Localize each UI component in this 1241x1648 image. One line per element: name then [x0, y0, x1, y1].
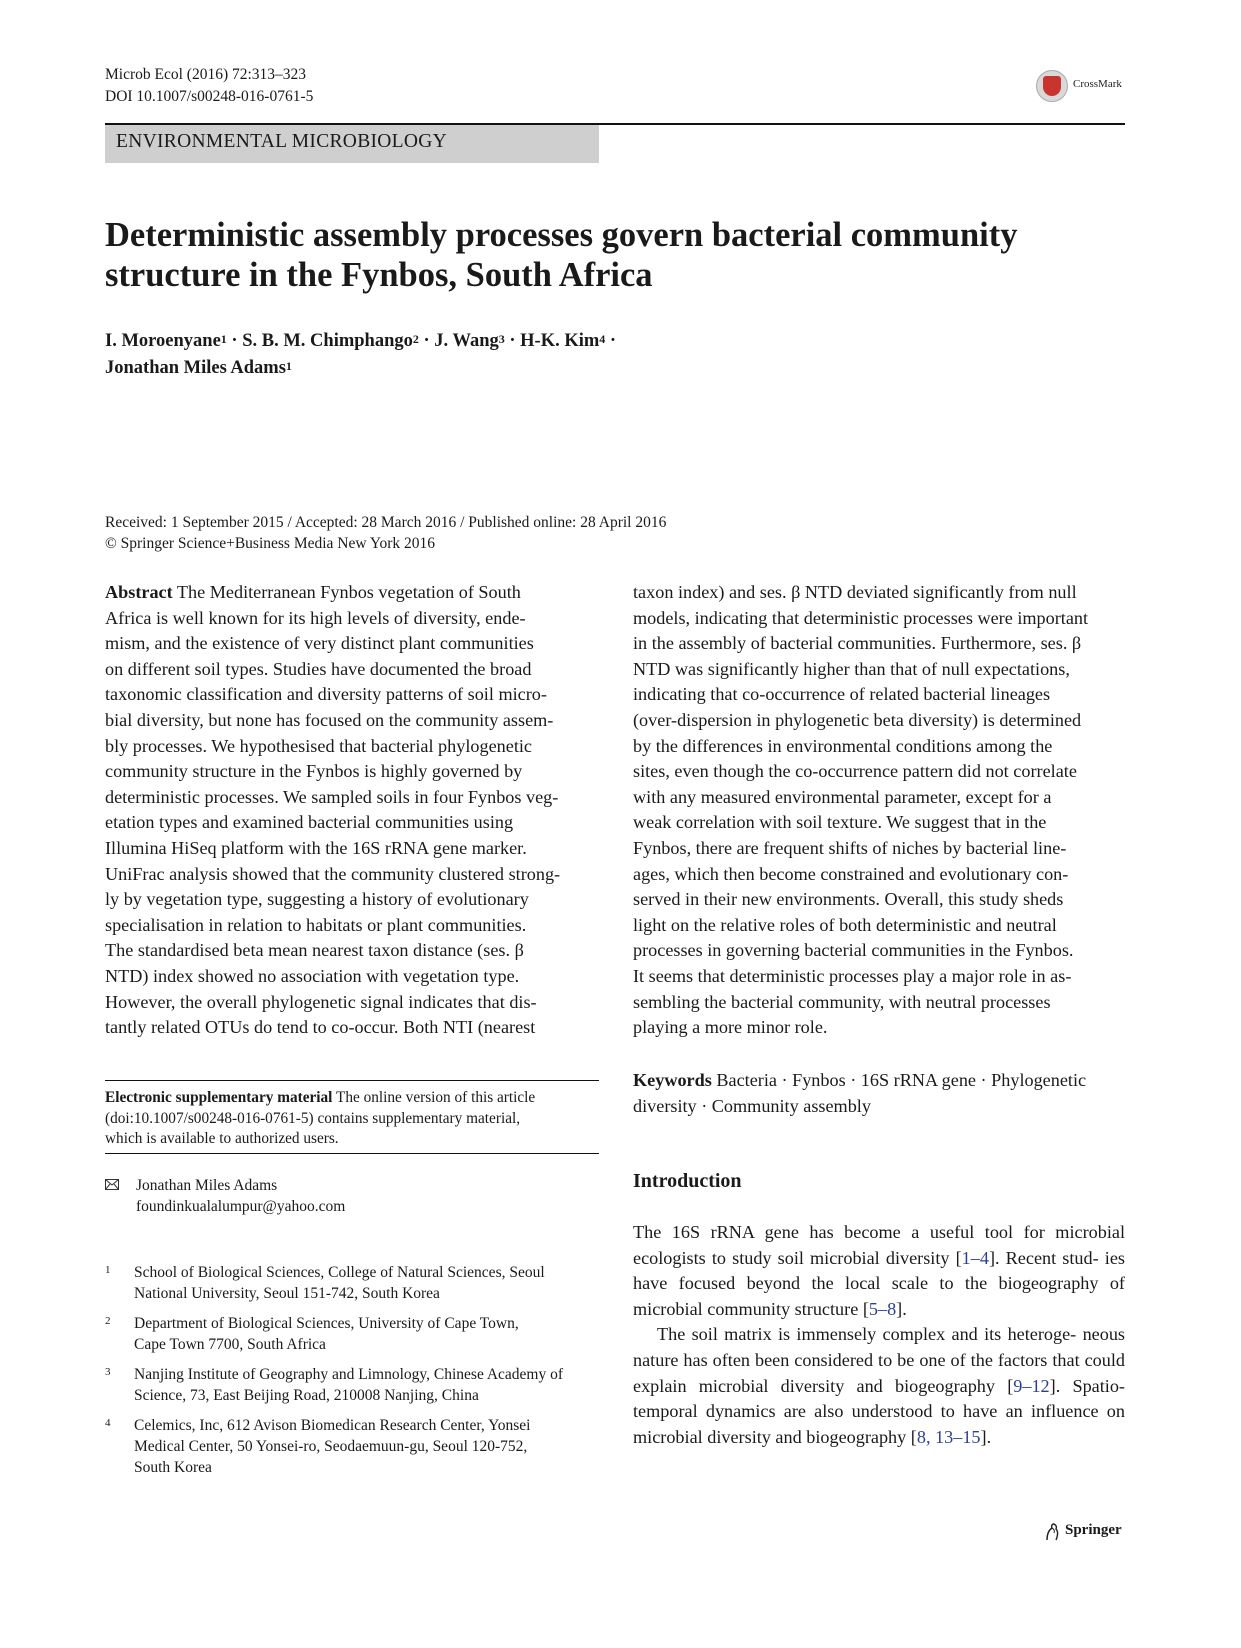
publisher-name: Springer: [1065, 1522, 1122, 1538]
journal-volume: Microb Ecol (2016) 72:313–323: [105, 66, 307, 83]
author-name: H-K. Kim: [520, 331, 600, 351]
author-affiliation-mark: 1: [220, 332, 227, 346]
esm-rule-top: [105, 1080, 599, 1081]
author-list: I. Moroenyane$^1$ · S. B. M. Chimphango$^2$ · J. Wang$^3$ · H-K. Kim$^4$ · Jonathan Miles Adams$^1$: [105, 331, 617, 378]
intro-paragraph: The 16S rRNA gene has become a useful tool for microbial ecologists to study soil microbial diversity [1–4]. Recent stud- ies have focused beyond the local scale to the biogeography of microbial community structure [5–8].: [633, 1222, 1125, 1319]
author-name: S. B. M. Chimphango: [242, 331, 413, 351]
springer-logo: [1043, 1520, 1133, 1544]
section-label: ENVIRONMENTAL MICROBIOLOGY: [116, 131, 448, 152]
citation-link[interactable]: 9–12: [1013, 1375, 1050, 1396]
author-affiliation-mark: 1: [285, 359, 292, 373]
springer-horse-icon: [1043, 1522, 1061, 1542]
envelope-icon: [105, 1179, 119, 1190]
supplementary-note: Electronic supplementary material The online version of this article (doi:10.1007/s00248-016-0761-5) contains supplementary material, which is available to authorized users.: [105, 1089, 536, 1147]
contact-email[interactable]: foundinkualalumpur@yahoo.com: [136, 1198, 346, 1215]
journal-citation: [105, 64, 313, 108]
introduction-body: [633, 1220, 1125, 1450]
crossmark-badge[interactable]: [1036, 70, 1124, 104]
article-title: Deterministic assembly processes govern bacterial community structure in the Fynbos, South Africa: [105, 216, 1018, 294]
introduction-heading: Introduction: [633, 1170, 742, 1192]
author-affiliation-mark: 3: [498, 332, 505, 346]
abstract-right-column: taxon index) and ses. β NTD deviated significantly from null models, indicating that deterministic processes were important in the assembly of bacterial communities. Furthermore, ses. β NTD was significantly higher than that of null expectations, indicating that co-occurrence of related bacterial lineages (over-dispersion in phylogenetic beta diversity) is determined by the differences in environmental conditions among the sites, even though the co-occurrence pattern did not correlate with any measured environmental parameter, except for a weak correlation with soil texture. We suggest that in the Fynbos, there are frequent shifts of niches by bacterial line- ages, which then become constrained and evolutionary con- served in their new environments. Overall, this study sheds light on the relative roles of both deterministic and neutral processes in governing bacterial communities in the Fynbos. It seems that deterministic processes play a major role in as- sembling the bacterial community, with neutral processes playing a more minor role.: [633, 582, 1089, 1038]
intro-paragraph: The soil matrix is immensely complex and its heteroge- neous nature has often been considered to be one of the factors that could explain microbial diversity and biogeography [9–12]. Spatio-temporal dynamics are also understood to have an influence on microbial diversity and biogeography [8, 13–15].: [633, 1324, 1125, 1447]
contact-name: Jonathan Miles Adams: [136, 1177, 278, 1194]
corresponding-author: [105, 1175, 599, 1217]
keywords: Keywords Bacteria · Fynbos · 16S rRNA gene · Phylogenetic diversity · Community assembly: [633, 1070, 1087, 1116]
citation-link[interactable]: 5–8: [868, 1298, 897, 1319]
keywords-label: Keywords: [633, 1070, 712, 1090]
author-name: I. Moroenyane: [105, 331, 221, 351]
author-affiliation-mark: 2: [412, 332, 419, 346]
history-dates: Received: 1 September 2015 / Accepted: 28 March 2016 / Published online: 28 April 2016: [105, 514, 667, 531]
author-name: J. Wang: [434, 331, 499, 351]
esm-rule-bottom: [105, 1153, 599, 1154]
citation-link[interactable]: 13–15: [935, 1426, 981, 1447]
citation-link[interactable]: 1–4: [961, 1247, 989, 1268]
citation-link[interactable]: 8,: [916, 1426, 931, 1447]
crossmark-icon: [1036, 70, 1068, 102]
author-name: Jonathan Miles Adams: [105, 358, 286, 378]
abstract-label: Abstract: [105, 582, 173, 602]
copyright: © Springer Science+Business Media New York 2016: [105, 535, 436, 552]
esm-label: Electronic supplementary material: [105, 1089, 333, 1106]
publication-dates: [105, 512, 666, 554]
abstract-left-column: Abstract The Mediterranean Fynbos vegetation of South Africa is well known for its high levels of diversity, ende- mism, and the existence of very distinct plant communities on different soil types. Studies have documented the broad taxonomic classification and diversity patterns of soil micro- bial diversity, but none has focused on the community assem- bly processes. We hypothesised that bacterial phylogenetic community structure in the Fynbos is highly governed by deterministic processes. We sampled soils in four Fynbos veg- etation types and examined bacterial communities using Illumina HiSeq platform with the 16S rRNA gene marker. UniFrac analysis showed that the community clustered strong- ly by vegetation type, suggesting a history of evolutionary specialisation in relation to habitats or plant communities. The standardised beta mean nearest taxon distance (ses. β NTD) index showed no association with vegetation type. However, the overall phylogenetic signal indicates that dis- tantly related OTUs do tend to co-occur. Both NTI (nearest: [105, 582, 561, 1038]
author-affiliation-mark: 4: [599, 332, 606, 346]
crossmark-label: CrossMark: [1073, 78, 1122, 90]
journal-doi: DOI 10.1007/s00248-016-0761-5: [105, 88, 314, 105]
